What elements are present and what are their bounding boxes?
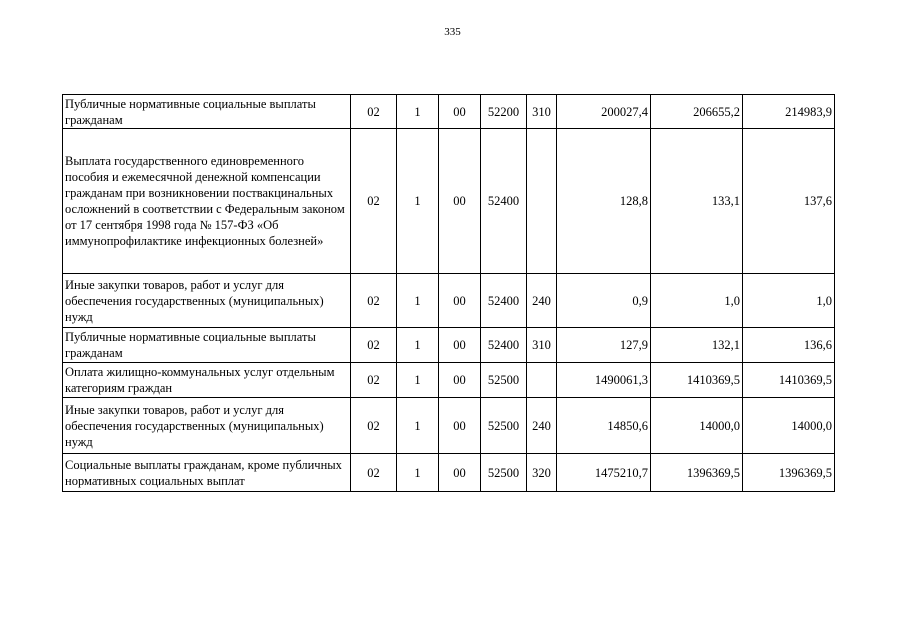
row-name: Социальные выплаты гражданам, кроме публичных нормативных социальных выплат: [63, 454, 351, 492]
row-type: 240: [527, 274, 557, 328]
row-value-2: 1410369,5: [651, 363, 743, 398]
row-name: Оплата жилищно-коммунальных услуг отдельным категориям граждан: [63, 363, 351, 398]
row-value-1: 200027,4: [557, 95, 651, 129]
row-type: 320: [527, 454, 557, 492]
row-section: 02: [351, 95, 397, 129]
row-type: 310: [527, 328, 557, 363]
table-row: [63, 95, 835, 129]
row-name: Иные закупки товаров, работ и услуг для обеспечения государственных (муниципальных) нужд: [63, 274, 351, 328]
row-section: 02: [351, 454, 397, 492]
row-type: [527, 129, 557, 274]
row-value-3: 137,6: [743, 129, 835, 274]
row-code1: 00: [439, 95, 481, 129]
row-value-2: 206655,2: [651, 95, 743, 129]
row-value-3: 1410369,5: [743, 363, 835, 398]
row-code1: 00: [439, 398, 481, 454]
row-name: Публичные нормативные социальные выплаты гражданам: [63, 328, 351, 363]
table-row: [63, 328, 835, 363]
row-value-1: 14850,6: [557, 398, 651, 454]
row-section: 02: [351, 274, 397, 328]
row-type: 310: [527, 95, 557, 129]
row-name: Публичные нормативные социальные выплаты гражданам: [63, 95, 351, 129]
table-row: [63, 454, 835, 492]
row-subsection: 1: [397, 328, 439, 363]
row-type: 240: [527, 398, 557, 454]
row-value-1: 127,9: [557, 328, 651, 363]
table-row: [63, 398, 835, 454]
row-value-3: 214983,9: [743, 95, 835, 129]
row-value-2: 1396369,5: [651, 454, 743, 492]
budget-table: [62, 94, 835, 492]
row-section: 02: [351, 398, 397, 454]
row-section: 02: [351, 129, 397, 274]
row-code2: 52500: [481, 454, 527, 492]
row-value-1: 1490061,3: [557, 363, 651, 398]
row-value-2: 14000,0: [651, 398, 743, 454]
page-number: 335: [444, 26, 461, 38]
row-subsection: 1: [397, 95, 439, 129]
row-value-3: 1,0: [743, 274, 835, 328]
table-row: [63, 129, 835, 274]
row-value-3: 14000,0: [743, 398, 835, 454]
row-code2: 52200: [481, 95, 527, 129]
row-name: Выплата государственного единовременного пособия и ежемесячной денежной компенсации гражданам при возникновении поствакцинальных осложнений в соответствии с Федеральным законом от 17 сентября 1998 года № 157-ФЗ «Об иммунопрофилактике инфекционных болезней»: [63, 129, 351, 274]
row-value-2: 1,0: [651, 274, 743, 328]
row-code2: 52400: [481, 274, 527, 328]
row-value-2: 133,1: [651, 129, 743, 274]
row-subsection: 1: [397, 454, 439, 492]
row-code2: 52500: [481, 363, 527, 398]
row-code1: 00: [439, 363, 481, 398]
row-code2: 52400: [481, 129, 527, 274]
row-section: 02: [351, 363, 397, 398]
row-value-2: 132,1: [651, 328, 743, 363]
row-subsection: 1: [397, 274, 439, 328]
row-value-3: 136,6: [743, 328, 835, 363]
row-value-1: 128,8: [557, 129, 651, 274]
row-value-3: 1396369,5: [743, 454, 835, 492]
row-code1: 00: [439, 454, 481, 492]
row-value-1: 1475210,7: [557, 454, 651, 492]
row-code2: 52500: [481, 398, 527, 454]
row-name: Иные закупки товаров, работ и услуг для обеспечения государственных (муниципальных) нужд: [63, 398, 351, 454]
row-section: 02: [351, 328, 397, 363]
row-subsection: 1: [397, 129, 439, 274]
row-code1: 00: [439, 328, 481, 363]
row-code2: 52400: [481, 328, 527, 363]
table-row: [63, 363, 835, 398]
row-subsection: 1: [397, 398, 439, 454]
row-subsection: 1: [397, 363, 439, 398]
row-code1: 00: [439, 274, 481, 328]
table-row: [63, 274, 835, 328]
row-value-1: 0,9: [557, 274, 651, 328]
row-code1: 00: [439, 129, 481, 274]
row-type: [527, 363, 557, 398]
